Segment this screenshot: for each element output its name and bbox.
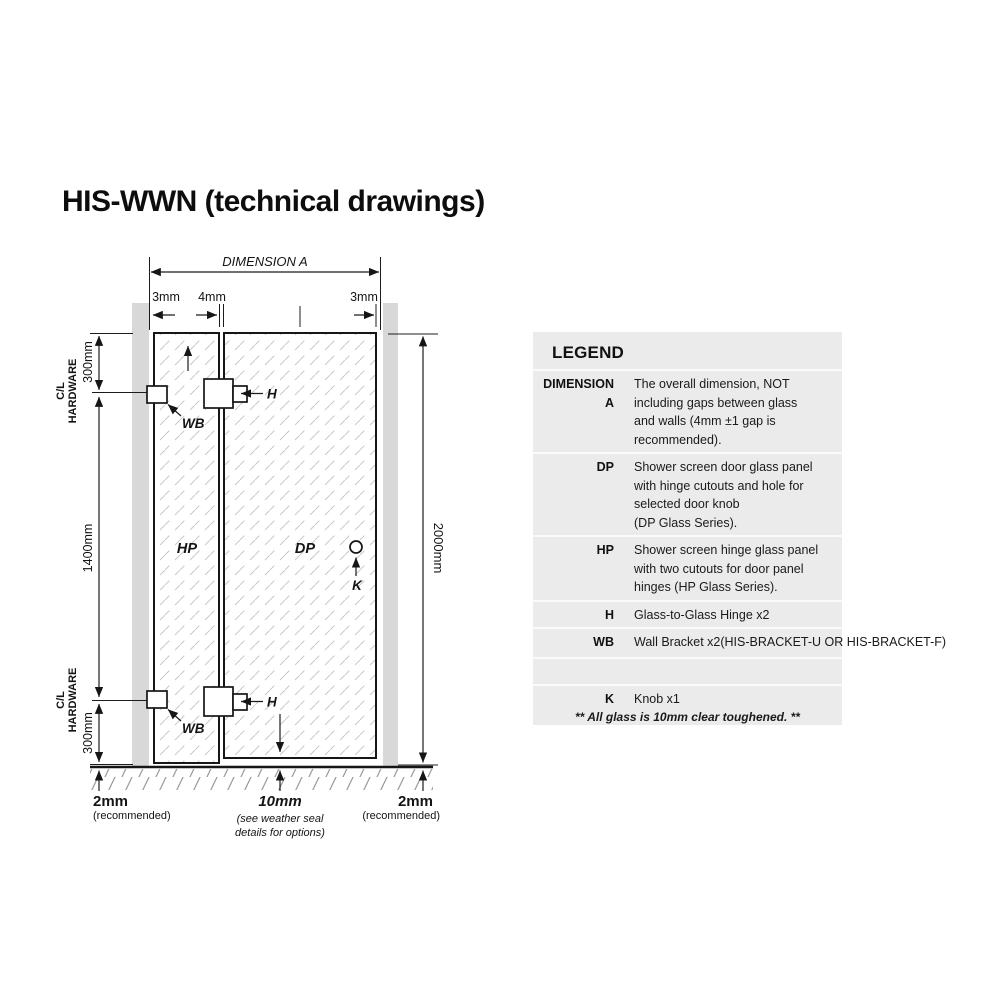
technical-drawing xyxy=(40,240,460,860)
legend-key: WB xyxy=(593,635,614,649)
gap-left-label: 3mm xyxy=(152,290,180,304)
knob-circle xyxy=(350,541,362,553)
dimension-a xyxy=(150,254,381,330)
legend-desc: Wall Bracket x2(HIS-BRACKET-U OR HIS-BRACKET-F) xyxy=(634,635,947,649)
legend-row-dp xyxy=(533,452,842,535)
legend-panel xyxy=(533,332,947,725)
dp-panel-label: DP xyxy=(294,541,316,557)
seal-note-line1: (see weather seal xyxy=(236,813,324,825)
glass-footnote: ** All glass is 10mm clear toughened. ** xyxy=(575,710,800,724)
left-floor-gap-note: (recommended) xyxy=(93,810,171,822)
page-title: HIS-WWN (technical drawings) xyxy=(62,185,485,218)
seal-note-line2: details for options) xyxy=(235,827,325,839)
legend-key: K xyxy=(604,692,614,706)
wall-right xyxy=(383,303,398,767)
legend-row-hp xyxy=(533,535,842,600)
cl-hardware-bottom-line2: HARDWARE xyxy=(67,667,79,733)
legend-title: LEGEND xyxy=(552,343,625,362)
right-floor-gap-note: (recommended) xyxy=(362,810,440,822)
legend-key: DP xyxy=(596,460,614,474)
hinge-top-label: H xyxy=(267,386,277,402)
seg-bottom-label: 300mm xyxy=(81,712,95,754)
legend-desc: Knob x1 xyxy=(634,692,680,706)
legend-desc: Shower screen door glass panel with hinge cutouts and hole for selected door knob (DP Glass Series). xyxy=(634,460,813,530)
left-floor-gap-label: 2mm xyxy=(93,793,129,810)
cl-hardware-top-line1: C/L xyxy=(55,382,67,400)
floor-hatch xyxy=(90,769,433,790)
legend-desc: Glass-to-Glass Hinge x2 xyxy=(634,607,770,622)
legend-row-empty xyxy=(533,657,842,684)
hinge-bottom-label: H xyxy=(267,694,277,710)
legend-row-wb xyxy=(533,627,947,657)
legend-desc: Shower screen hinge glass panel with two cutouts for door panel hinges (HP Glass Series). xyxy=(634,543,819,594)
legend-desc xyxy=(634,663,842,681)
right-floor-gap-label: 2mm xyxy=(397,793,433,810)
gap-right-label: 3mm xyxy=(350,290,378,304)
cl-hardware-bottom-line1: C/L xyxy=(55,691,67,709)
seg-top-label: 300mm xyxy=(81,341,95,383)
legend-row-h xyxy=(533,600,842,628)
legend-key: DIMENSION A xyxy=(543,377,614,410)
hp-panel-label: HP xyxy=(176,541,198,557)
bottom-gap-label: 10mm xyxy=(258,793,302,810)
legend-desc: The overall dimension, NOT including gaps between glass and walls (4mm ±1 gap is recommended). xyxy=(634,377,798,447)
knob-label: K xyxy=(352,578,362,593)
gap-mid-label: 4mm xyxy=(198,290,226,304)
seg-mid-label: 1400mm xyxy=(81,523,95,573)
cl-hardware-top-line2: HARDWARE xyxy=(67,358,79,424)
legend-key xyxy=(533,663,614,681)
legend-row-dimension-a xyxy=(533,369,842,452)
wall-bracket-bottom-label: WB xyxy=(182,721,205,736)
legend-key: HP xyxy=(596,543,614,557)
total-height-label: 2000mm xyxy=(431,522,446,574)
legend-key: H xyxy=(604,607,614,622)
dimension-a-label: DIMENSION A xyxy=(222,254,308,269)
wall-bracket-top-label: WB xyxy=(182,416,205,431)
top-gap-dimensions xyxy=(152,290,378,327)
